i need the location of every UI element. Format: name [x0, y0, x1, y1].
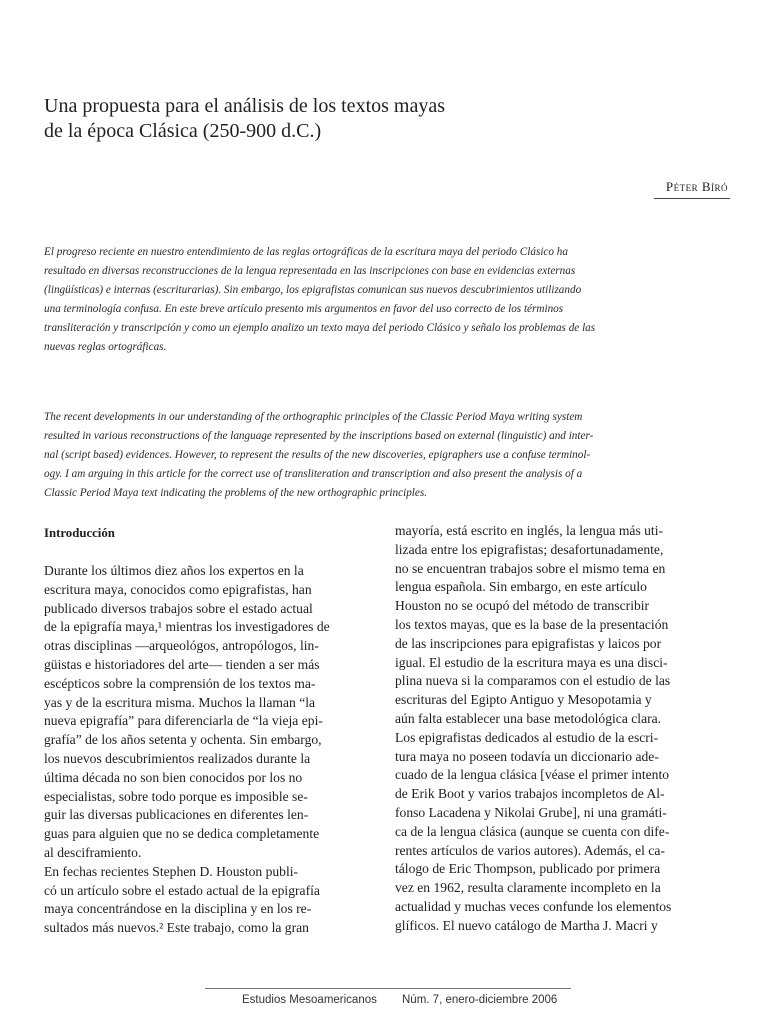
body-line: mayoría, está escrito en inglés, la lengua más uti-	[395, 523, 664, 538]
body-line: lizada entre los epigrafistas; desafortunadamente,	[395, 541, 664, 557]
body-line: glíficos. El nuevo catálogo de Martha J. Macri y	[395, 917, 658, 933]
body-line: los textos mayas, que es la base de la presentación	[395, 616, 669, 632]
abstract-line: ogy. I am arguing in this article for the correct use of transliteration and transcription and also present the analysis of a	[44, 468, 583, 480]
title-line: de la época Clásica (250-900 d.C.)	[44, 120, 322, 142]
abstract-line: una terminología confusa. En este breve artículo presento mis argumentos en favor del uso correcto de los términos	[44, 303, 564, 315]
body-line: rentes artículos de varios autores). Además, el ca-	[395, 842, 665, 858]
body-line: guas para alguien que no se dedica completamente	[44, 826, 320, 842]
abstract-line: nal (script based) evidences. However, to represent the results of the new discoveries, epigraphers use a confuse terminol-	[44, 449, 591, 461]
body-line: có un artículo sobre el estado actual de la epigrafía	[44, 882, 320, 898]
body-line: de la epigrafía maya,¹ mientras los investigadores de	[44, 619, 330, 635]
body-line: yas y de la escritura misma. Muchos la llaman “la	[44, 694, 316, 710]
body-line: tura maya no poseen todavía un diccionario ade-	[395, 748, 659, 764]
abstract-line: (lingüísticas) e internas (escriturarias). Sin embargo, los epigrafistas comunican sus nuevos descubrimientos utilizando	[44, 284, 582, 296]
body-line: maya concentrándose en la disciplina y en los re-	[44, 901, 312, 917]
abstract-line: resulted in various reconstructions of the language represented by the inscriptions based on external (linguistic) and inter-	[44, 430, 594, 442]
body-line: cuado de la lengua clásica [véase el primer intento	[395, 767, 670, 783]
abstract-spanish	[44, 243, 732, 357]
body-line: Durante los últimos diez años los expertos en la	[44, 563, 304, 578]
body-line: última década no son bien conocidos por los no	[44, 769, 303, 785]
body-line: escépticos sobre la comprensión de los textos ma-	[44, 675, 316, 691]
body-line: sultados más nuevos.² Este trabajo, como la gran	[44, 920, 309, 936]
body-line: escrituras del Egipto Antiguo y Mesopotamia y	[395, 692, 652, 708]
footer-rule	[205, 988, 571, 989]
body-line: otras disciplinas —arqueológos, antropólogos, lin-	[44, 638, 319, 654]
title-line: Una propuesta para el análisis de los textos mayas	[44, 95, 445, 117]
body-line: de Erik Boot y varios trabajos incompletos de Al-	[395, 786, 665, 802]
abstract-line: The recent developments in our understanding of the orthographic principles of the Classic Period Maya writing system	[44, 411, 583, 423]
body-column-left	[44, 524, 380, 938]
body-line: no se encuentran trabajos sobre el mismo tema en	[395, 560, 666, 576]
section-heading: Introducción	[44, 526, 115, 540]
body-line: nueva epigrafía” para diferenciarla de “la vieja epi-	[44, 713, 323, 729]
footer-issue-info: Núm. 7, enero-diciembre 2006	[402, 994, 558, 1006]
abstract-line: El progreso reciente en nuestro entendimiento de las reglas ortográficas de la escritura maya del periodo Clásico ha	[44, 246, 568, 258]
body-line: En fechas recientes Stephen D. Houston publi-	[44, 863, 299, 879]
body-line: fonso Lacadena y Nikolai Grube], ni una gramáti-	[395, 804, 667, 820]
body-line: plina nueva si la comparamos con el estudio de las	[395, 673, 671, 689]
abstract-english	[44, 408, 732, 503]
article-title	[44, 94, 604, 144]
author-underline	[654, 198, 730, 199]
body-line: los nuevos descubrimientos realizados durante la	[44, 750, 311, 766]
body-line: actualidad y muchas veces confunde los elementos	[395, 898, 672, 914]
body-line: al desciframiento.	[44, 844, 142, 860]
body-line: Los epigrafistas dedicados al estudio de la escri-	[395, 729, 659, 745]
abstract-line: resultado en diversas reconstrucciones de la lengua representada en las inscripciones con base en evidencias externas	[44, 265, 576, 277]
body-line: especialistas, sobre todo porque es imposible se-	[44, 788, 308, 804]
abstract-line: Classic Period Maya text indicating the problems of the new orthographic principles.	[44, 487, 428, 499]
body-line: publicado diversos trabajos sobre el estado actual	[44, 600, 313, 616]
body-line: lengua española. Sin embargo, en este artículo	[395, 579, 647, 595]
body-line: aún falta establecer una base metodológica clara.	[395, 710, 662, 726]
body-line: guir las diversas publicaciones en diferentes len-	[44, 807, 309, 823]
footer-journal-name: Estudios Mesoamericanos	[242, 994, 377, 1006]
body-column-right	[395, 522, 735, 936]
body-line: tálogo de Eric Thompson, publicado por primera	[395, 861, 661, 877]
author-name: Péter Bíró	[665, 179, 728, 194]
body-line: escritura maya, conocidos como epigrafistas, han	[44, 581, 312, 597]
body-line: igual. El estudio de la escritura maya es una disci-	[395, 654, 668, 670]
body-line: de las inscripciones para epigrafistas y laicos por	[395, 635, 662, 651]
body-line: grafía” de los años setenta y ochenta. Sin embargo,	[44, 732, 322, 748]
abstract-line: transliteración y transcripción y como un ejemplo analizo un texto maya del periodo Clásico y señalo los problemas de las	[44, 322, 596, 334]
body-line: güistas e historiadores del arte— tienden a ser más	[44, 656, 320, 672]
body-line: vez en 1962, resulta claramente incompleto en la	[395, 880, 661, 896]
body-line: ca de la lengua clásica (aunque se cuenta con dife-	[395, 823, 670, 839]
body-line: Houston no se ocupó del método de transcribir	[395, 598, 650, 614]
abstract-line: nuevas reglas ortográficas.	[44, 341, 167, 353]
